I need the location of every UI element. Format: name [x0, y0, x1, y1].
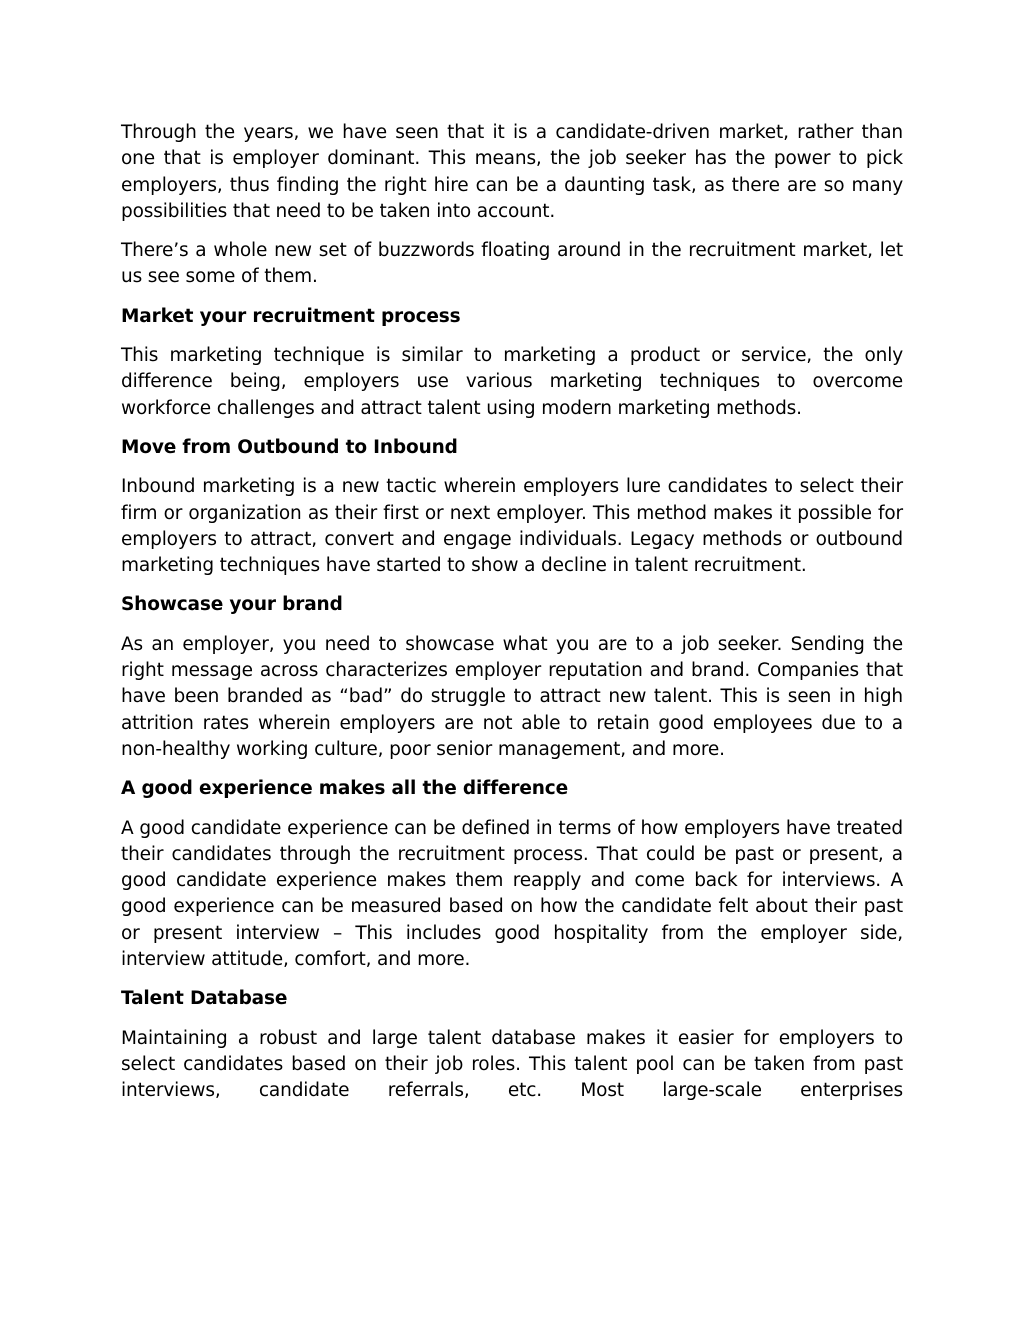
section-heading-talent-database: Talent Database	[121, 988, 288, 1010]
intro-paragraph: Through the years, we have seen that it is a candidate-driven market, rather than one that is employer dominant. This means, the job seeker has the power to pick employers, thus finding the right hire can be a daunting task, as there are so many possibilities that need to be taken into account.	[121, 122, 903, 222]
section-heading-outbound-inbound: Move from Outbound to Inbound	[121, 436, 458, 458]
section-heading-market-recruitment: Market your recruitment process	[121, 305, 461, 327]
good-experience-paragraph: A good candidate experience can be defined in terms of how employers have treated their candidates through the recruitment process. That could be past or present, a good candidate experience makes them reapply and come back for interviews. A good experience can be measured based on how the candidate felt about their past or present interview – This includes good hospitality from the employer side, interview attitude, comfort, and more.	[121, 817, 903, 971]
section-heading-good-experience: A good experience makes all the difference	[121, 778, 568, 800]
showcase-brand-paragraph: As an employer, you need to showcase what you are to a job seeker. Sending the right message across characterizes employer reputation and brand. Companies that have been branded as “bad” do struggle to attract new talent. This is seen in high attrition rates wherein employers are not able to retain good employees due to a non-healthy working culture, poor senior management, and more.	[121, 633, 903, 760]
talent-database-paragraph: Maintaining a robust and large talent database makes it easier for employers to select candidates based on their job roles. This talent pool can be taken from past interviews, candidate referrals, etc. Most large-scale enterprises	[121, 1027, 903, 1102]
buzzwords-paragraph: There’s a whole new set of buzzwords floating around in the recruitment market, let us see some of them.	[121, 240, 903, 288]
outbound-inbound-paragraph: Inbound marketing is a new tactic wherein employers lure candidates to select their firm or organization as their first or next employer. This method makes it possible for employers to attract, convert and engage individuals. Legacy methods or outbound marketing techniques have started to show a decline in talent recruitment.	[121, 476, 903, 577]
document-page	[121, 120, 903, 1118]
section-heading-showcase-brand: Showcase your brand	[121, 594, 343, 616]
market-recruitment-paragraph: This marketing technique is similar to marketing a product or service, the only difference being, employers use various marketing techniques to overcome workforce challenges and attract talent using modern marketing methods.	[121, 345, 903, 419]
